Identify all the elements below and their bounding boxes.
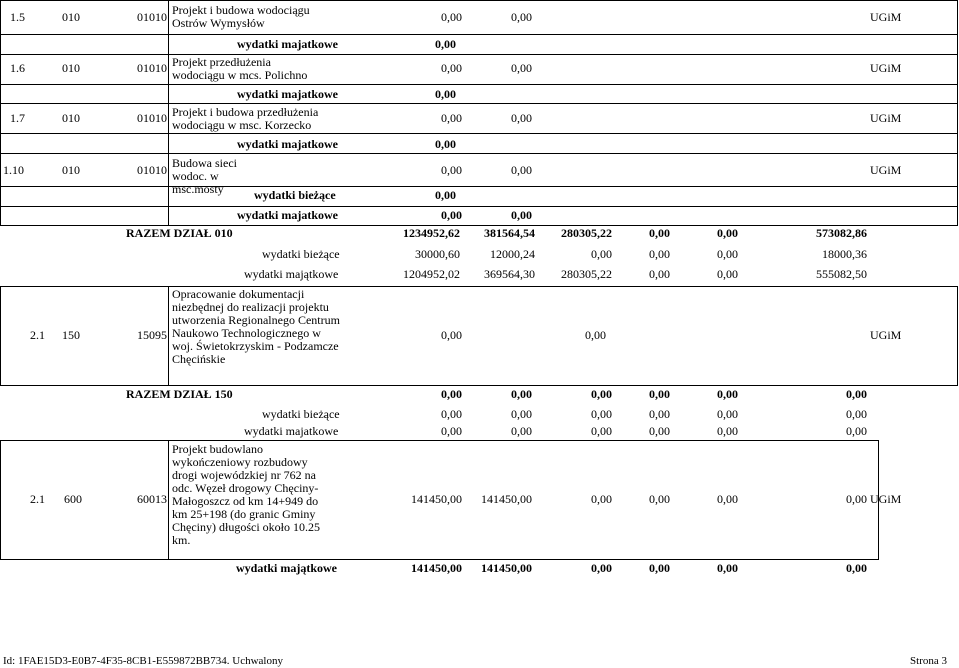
razem-150-biezace-value: 0,00 <box>441 407 462 421</box>
razem-010-majatkowe-value: 0,00 <box>649 267 670 281</box>
row-value: 141450,00 <box>411 492 462 506</box>
row-value: 0,00 <box>649 492 670 506</box>
row-v2: 0,00 <box>585 328 606 342</box>
razem-010-value: 0,00 <box>717 226 738 240</box>
row-dzial: 010 <box>62 61 80 75</box>
row-jedn: UGiM <box>870 328 902 342</box>
footer-page-number: Strona 3 <box>910 655 947 667</box>
razem-150-label: RAZEM DZIAŁ 150 <box>126 387 233 401</box>
razem-010-value: 381564,54 <box>484 226 535 240</box>
razem-150-value: 0,00 <box>717 387 738 401</box>
grid-line <box>0 559 879 560</box>
razem-010-biezace-value: 0,00 <box>649 247 670 261</box>
row-v2: 0,00 <box>511 163 532 177</box>
row-v1: 0,00 <box>441 163 462 177</box>
row600-majatkowe-value: 0,00 <box>717 561 738 575</box>
row-sub-val: 0,00 <box>435 87 456 101</box>
row-lp: 2.1 <box>30 492 45 506</box>
grid-line <box>0 286 1 386</box>
row-sub2-val2: 0,00 <box>511 208 532 222</box>
razem-150-value: 0,00 <box>591 387 612 401</box>
row-dzial: 600 <box>64 492 82 506</box>
grid-line <box>0 440 879 441</box>
row-jedn: UGiM <box>870 10 902 24</box>
grid-line <box>0 286 958 287</box>
row-jedn: UGiM <box>870 492 902 506</box>
row-sub2-label: wydatki majatkowe <box>237 208 338 222</box>
razem-150-biezace-value: 0,00 <box>649 407 670 421</box>
row-dzial: 010 <box>62 111 80 125</box>
razem-150-value: 0,00 <box>649 387 670 401</box>
row-nazwa: Projekt budowlano wykończeniowy rozbudowy drogi wojewódzkiej nr 762 na odc. Węzeł drogowy Chęciny-Małogoszcz od km 14+949 do km 25+198 (do granic Gminy Chęciny) długości około 10.25 km. <box>172 442 320 547</box>
row-nazwa: Projekt przedłużenia wodociągu w mcs. Polichno <box>172 55 308 82</box>
row-jedn: UGiM <box>870 111 902 125</box>
razem-150-value: 0,00 <box>511 387 532 401</box>
razem-010-majatkowe-value: 1204952,02 <box>403 267 460 281</box>
row-sub-val: 0,00 <box>435 137 456 151</box>
row-dzial: 010 <box>62 163 80 177</box>
grid-line <box>0 84 958 85</box>
razem-010-majatkowe-value: 0,00 <box>717 267 738 281</box>
grid-line <box>168 440 169 560</box>
razem-150-majatkowe-value: 0,00 <box>441 424 462 438</box>
razem-150-majatkowe-value: 0,00 <box>511 424 532 438</box>
row-value: 0,00 <box>846 492 867 506</box>
razem-010-biezace-value: 0,00 <box>591 247 612 261</box>
row-v2: 0,00 <box>511 10 532 24</box>
row-sub1-val: 0,00 <box>435 188 456 202</box>
row-dzial: 010 <box>62 10 80 24</box>
grid-line <box>0 34 958 35</box>
row-v2: 0,00 <box>511 61 532 75</box>
row600-majatkowe-value: 0,00 <box>846 561 867 575</box>
row-lp: 1.10 <box>3 163 24 177</box>
row600-majatkowe-value: 0,00 <box>649 561 670 575</box>
razem-150-biezace-value: 0,00 <box>511 407 532 421</box>
razem-010-biezace-label: wydatki bieżące <box>262 247 340 261</box>
grid-line <box>0 133 958 134</box>
razem-150-biezace-value: 0,00 <box>591 407 612 421</box>
grid-line <box>957 286 958 386</box>
row600-majatkowe-label: wydatki majątkowe <box>236 561 337 575</box>
row600-majatkowe-value: 141450,00 <box>411 561 462 575</box>
razem-010-value: 573082,86 <box>816 226 867 240</box>
razem-150-value: 0,00 <box>846 387 867 401</box>
row-rozdzial: 15095 <box>137 328 167 342</box>
row-v1: 0,00 <box>441 328 462 342</box>
grid-line <box>0 54 958 55</box>
row-rozdzial: 60013 <box>137 492 167 506</box>
grid-line <box>0 103 958 104</box>
row600-majatkowe-value: 141450,00 <box>481 561 532 575</box>
razem-150-biezace-label: wydatki bieżące <box>262 407 340 421</box>
razem-150-majatkowe-value: 0,00 <box>717 424 738 438</box>
row-nazwa: Projekt i budowa przedłużenia wodociągu w msc. Korzecko <box>172 105 319 132</box>
row-v1: 0,00 <box>441 111 462 125</box>
row-sub-label: wydatki majatkowe <box>237 137 338 151</box>
row-sub-val: 0,00 <box>435 37 456 51</box>
row-rozdzial: 01010 <box>137 61 167 75</box>
razem-010-value: 0,00 <box>649 226 670 240</box>
row-lp: 2.1 <box>30 328 45 342</box>
row-sub-label: wydatki majatkowe <box>237 87 338 101</box>
grid-line <box>0 440 1 560</box>
grid-line <box>0 186 958 187</box>
row-value: 0,00 <box>717 492 738 506</box>
razem-010-majatkowe-value: 369564,30 <box>484 267 535 281</box>
razem-010-biezace-value: 30000,60 <box>415 247 460 261</box>
razem-010-majatkowe-value: 555082,50 <box>816 267 867 281</box>
row-sub-label: wydatki majatkowe <box>237 37 338 51</box>
razem-150-majatkowe-value: 0,00 <box>846 424 867 438</box>
razem-150-biezace-value: 0,00 <box>846 407 867 421</box>
razem-150-majatkowe-value: 0,00 <box>649 424 670 438</box>
row-dzial: 150 <box>62 328 80 342</box>
row-lp: 1.6 <box>10 61 25 75</box>
row-sub1-label: wydatki bieżące <box>254 188 336 202</box>
row-lp: 1.7 <box>10 111 25 125</box>
row-v1: 0,00 <box>441 10 462 24</box>
row-rozdzial: 01010 <box>137 10 167 24</box>
razem-010-biezace-value: 0,00 <box>717 247 738 261</box>
razem-010-value: 280305,22 <box>561 226 612 240</box>
razem-150-value: 0,00 <box>441 387 462 401</box>
row-nazwa: Opracowanie dokumentacji niezbędnej do realizacji projektu utworzenia Regionalnego Centrum Naukowo Technologicznego w woj. Świetokrzyskim - Podzamcze Chęcińskie <box>172 287 340 366</box>
razem-010-biezace-value: 18000,36 <box>822 247 867 261</box>
row-jedn: UGiM <box>870 163 902 177</box>
row-lp: 1.5 <box>10 10 25 24</box>
razem-150-majatkowe-value: 0,00 <box>591 424 612 438</box>
row-v2: 0,00 <box>511 111 532 125</box>
footer-document-id: Id: 1FAE15D3-E0B7-4F35-8CB1-E559872BB734. Uchwalony <box>3 655 283 667</box>
grid-line <box>168 286 169 386</box>
row-rozdzial: 01010 <box>137 163 167 177</box>
razem-150-majatkowe-label: wydatki majatkowe <box>244 424 339 438</box>
row-value: 141450,00 <box>481 492 532 506</box>
razem-010-value: 1234952,62 <box>403 226 460 240</box>
razem-010-biezace-value: 12000,24 <box>490 247 535 261</box>
row-nazwa: Budowa sieci wodoc. w msc.mosty <box>172 156 237 196</box>
row-sub2-val1: 0,00 <box>441 208 462 222</box>
row600-majatkowe-value: 0,00 <box>591 561 612 575</box>
row-jedn: UGiM <box>870 61 902 75</box>
row-nazwa: Projekt i budowa wodociągu Ostrów Wymysłów <box>172 3 310 30</box>
row-value: 0,00 <box>591 492 612 506</box>
grid-line <box>0 0 958 1</box>
row-v1: 0,00 <box>441 61 462 75</box>
razem-010-majatkowe-label: wydatki majątkowe <box>244 267 339 281</box>
grid-line <box>0 385 958 386</box>
grid-line <box>0 153 958 154</box>
razem-010-label: RAZEM DZIAŁ 010 <box>126 226 233 240</box>
razem-150-biezace-value: 0,00 <box>717 407 738 421</box>
grid-line <box>0 206 958 207</box>
razem-010-majatkowe-value: 280305,22 <box>561 267 612 281</box>
row-rozdzial: 01010 <box>137 111 167 125</box>
